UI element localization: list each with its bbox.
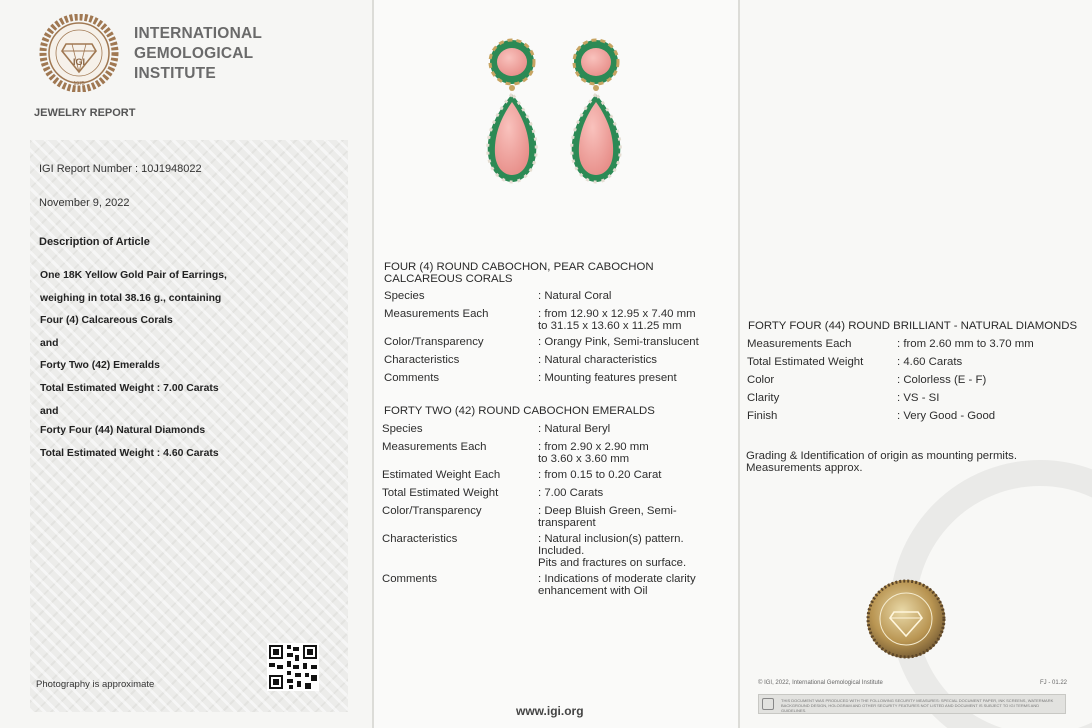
institute-name-line3: INSTITUTE — [134, 65, 216, 82]
report-date: November 9, 2022 — [39, 197, 130, 209]
institute-name-line1: INTERNATIONAL — [134, 25, 263, 42]
row-value: : Deep Bluish Green, Semi- transparent — [538, 505, 677, 529]
row-label: Species — [382, 423, 423, 435]
description-line: and — [40, 338, 59, 349]
row-label: Finish — [747, 410, 778, 422]
website-link[interactable]: www.igi.org — [516, 704, 584, 718]
security-features-text: THIS DOCUMENT WAS PRODUCED WITH THE FOLLOWING SECURITY MEASURES: SPECIAL DOCUMENT PAPER, INK SCREENS, WATERMARK BACKGROUND DESIGN, HOLOGRAM AND OTHER SECURITY FEATURES NOT LISTED AND DOCUMENT IS SUBJECT TO IGI TERMS AND GUIDELINES. — [781, 698, 1054, 712]
row-label: Color/Transparency — [384, 336, 484, 348]
description-line: and — [40, 406, 59, 417]
coral-title-line2: CALCAREOUS CORALS — [384, 273, 513, 285]
gemstone-details-panel — [374, 0, 738, 728]
coral-section-title — [384, 261, 654, 285]
right-earring — [572, 40, 621, 182]
row-value: : Natural Beryl — [538, 423, 611, 435]
row-value: : 7.00 Carats — [538, 487, 604, 499]
row-value: : Natural Coral — [538, 290, 612, 302]
row-label: Characteristics — [382, 533, 458, 545]
report-front-panel — [0, 0, 372, 728]
row-label: Comments — [382, 573, 438, 585]
row-value: : Mounting features present — [538, 372, 677, 384]
description-line: weighing in total 38.16 g., containing — [40, 293, 222, 304]
report-type: JEWELRY REPORT — [34, 107, 136, 119]
report-number: IGI Report Number : 10J1948022 — [39, 163, 202, 175]
copyright-notice: © IGI, 2022, International Gemological Institute — [758, 680, 883, 686]
earrings-photo — [464, 36, 644, 186]
diamond-details-panel — [740, 0, 1092, 728]
row-label: Estimated Weight Each — [382, 469, 501, 481]
row-value: : Natural inclusion(s) pattern. Included. Pits and fractures on surface. — [538, 533, 687, 569]
qr-code-icon[interactable] — [267, 643, 319, 691]
grading-note: Grading & Identification of origin as mounting permits. Measurements approx. — [746, 450, 1017, 474]
row-label: Characteristics — [384, 354, 460, 366]
igi-logo-icon — [36, 14, 122, 92]
row-value: : VS - SI — [897, 392, 940, 404]
row-value: : from 2.90 x 2.90 mm to 3.60 x 3.60 mm — [538, 441, 649, 465]
row-value: : Colorless (E - F) — [897, 374, 987, 386]
photography-note: Photography is approximate — [36, 679, 155, 690]
row-value: : Natural characteristics — [538, 354, 658, 366]
row-label: Color/Transparency — [382, 505, 482, 517]
row-value: : from 12.90 x 12.95 x 7.40 mm to 31.15 x 13.60 x 11.25 mm — [538, 308, 696, 332]
row-value: : 4.60 Carats — [897, 356, 963, 368]
row-label: Clarity — [747, 392, 780, 404]
row-label: Measurements Each — [382, 441, 487, 453]
coral-title-line1: FOUR (4) ROUND CABOCHON, PEAR CABOCHON — [384, 261, 654, 273]
row-value: : from 0.15 to 0.20 Carat — [538, 469, 662, 481]
row-label: Total Estimated Weight — [382, 487, 499, 499]
row-label: Species — [384, 290, 425, 302]
emerald-section-title: FORTY TWO (42) ROUND CABOCHON EMERALDS — [384, 405, 655, 417]
row-value: : from 2.60 mm to 3.70 mm — [897, 338, 1034, 350]
row-value: : Indications of moderate clarity enhancement with Oil — [538, 573, 696, 597]
form-code: FJ - 01.22 — [1040, 680, 1068, 686]
description-line: Forty Two (42) Emeralds — [40, 360, 160, 371]
description-line: One 18K Yellow Gold Pair of Earrings, — [40, 270, 227, 281]
security-features-strip — [758, 694, 1066, 714]
description-line: Four (4) Calcareous Corals — [40, 315, 173, 326]
lock-icon — [762, 698, 774, 710]
left-earring — [488, 40, 537, 182]
institute-name-line2: GEMOLOGICAL — [134, 45, 254, 62]
description-line: Total Estimated Weight : 4.60 Carats — [40, 448, 219, 459]
logo-monogram: IGI — [72, 57, 86, 67]
description-line: Forty Four (44) Natural Diamonds — [40, 425, 206, 436]
row-label: Total Estimated Weight — [747, 356, 864, 368]
description-line: Total Estimated Weight : 7.00 Carats — [40, 383, 219, 394]
row-value: : Orangy Pink, Semi-translucent — [538, 336, 699, 348]
row-value: : Very Good - Good — [897, 410, 996, 422]
row-label: Comments — [384, 372, 440, 384]
diamond-section-title: FORTY FOUR (44) ROUND BRILLIANT - NATURAL DIAMONDS — [748, 320, 1078, 332]
logo-year: 1975 — [73, 81, 85, 87]
hologram-seal-icon — [860, 578, 952, 660]
institute-name — [134, 24, 262, 84]
row-label: Measurements Each — [747, 338, 852, 350]
row-label: Color — [747, 374, 775, 386]
row-label: Measurements Each — [384, 308, 489, 320]
description-heading: Description of Article — [39, 236, 150, 248]
